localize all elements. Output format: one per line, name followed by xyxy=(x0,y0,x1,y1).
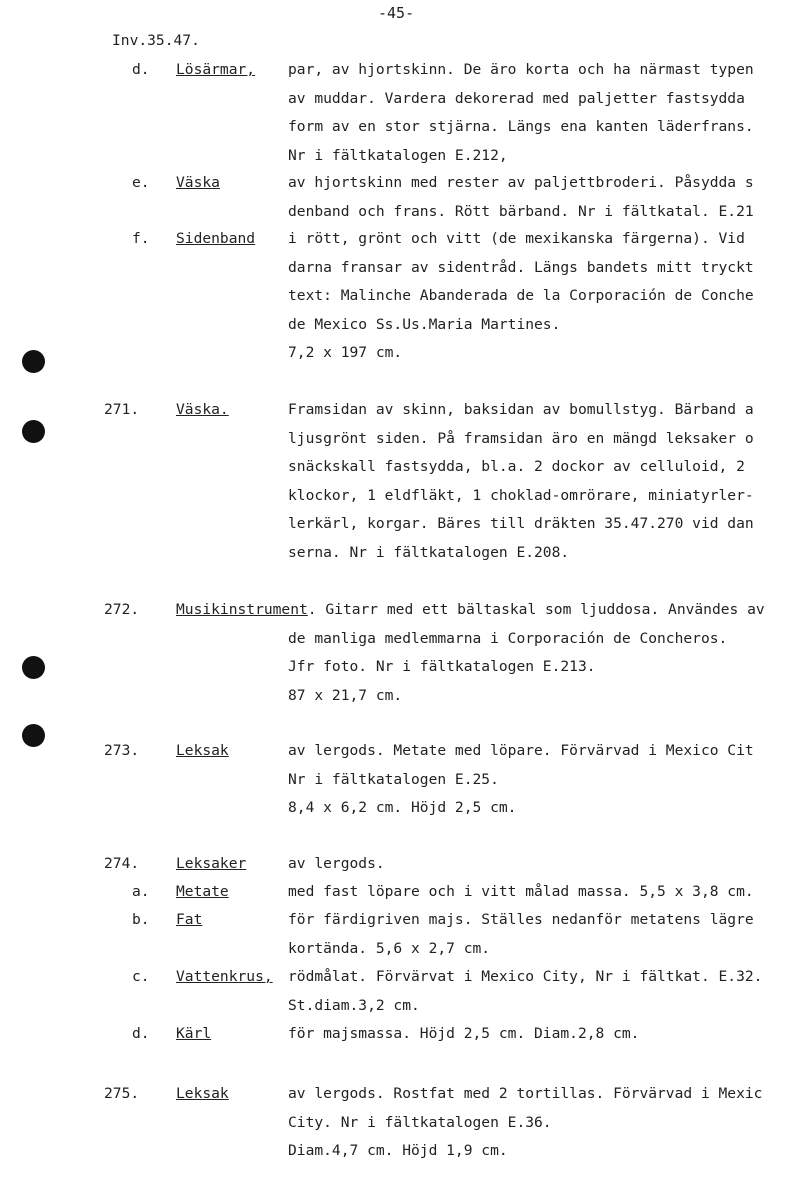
entry-term: Lösärmar, xyxy=(176,61,256,78)
entry-term: Leksak xyxy=(176,1085,229,1102)
description-line: av muddar. Vardera dekorerad med paljetter fastsydda xyxy=(288,89,745,107)
entry-code: e. xyxy=(132,174,150,191)
entry-description xyxy=(288,61,788,175)
description-line: av lergods. xyxy=(288,855,385,872)
description-line: form av en stor stjärna. Längs ena kanten läderfrans. xyxy=(288,118,754,135)
description-line: Diam.4,7 cm. Höjd 1,9 cm. xyxy=(288,1142,508,1159)
description-line: St.diam.3,2 cm. xyxy=(288,996,420,1014)
description-line: Nr i fältkatalogen E.212, xyxy=(288,146,508,164)
entry-term: Metate xyxy=(176,883,229,900)
entry-code: d. xyxy=(132,1025,150,1042)
entry-code: a. xyxy=(132,883,150,900)
entry-term: Sidenband xyxy=(176,230,256,247)
description-line: par, av hjortskinn. De äro korta och ha närmast typen xyxy=(288,61,754,78)
entry-term: Kärl xyxy=(176,1025,212,1042)
entry-description xyxy=(288,401,788,572)
entry-code: 271. xyxy=(104,401,140,418)
entry-code: b. xyxy=(132,911,150,928)
entry-description xyxy=(288,968,788,1025)
inventory-number: Inv.35.47. xyxy=(112,32,200,49)
binder-hole xyxy=(22,420,45,443)
description-line: med fast löpare och i vitt målad massa. 5,5 x 3,8 cm. xyxy=(288,883,754,900)
binder-hole xyxy=(22,350,45,373)
description-line: av lergods. Rostfat med 2 tortillas. Förvärvad i Mexic xyxy=(288,1085,763,1102)
entry-term: Leksaker xyxy=(176,855,247,872)
entry-description xyxy=(288,855,788,884)
description-line: denband och frans. Rött bärband. Nr i fältkatal. E.21 xyxy=(288,202,754,220)
entry-description xyxy=(288,174,788,231)
description-line: snäckskall fastsydda, bl.a. 2 dockor av celluloid, 2 xyxy=(288,458,745,475)
description-line: lerkärl, korgar. Bäres till dräkten 35.47.270 vid dan xyxy=(288,515,754,532)
description-line: 8,4 x 6,2 cm. Höjd 2,5 cm. xyxy=(288,799,517,816)
entry-term: Fat xyxy=(176,911,203,928)
description-line: ljusgrönt siden. På framsidan äro en mängd leksaker o xyxy=(288,429,754,447)
entry-term: Musikinstrument xyxy=(176,601,308,618)
description-line: City. Nr i fältkatalogen E.36. xyxy=(288,1113,552,1131)
entry-code: f. xyxy=(132,230,150,247)
description-line: serna. Nr i fältkatalogen E.208. xyxy=(288,543,570,561)
description-line: 87 x 21,7 cm. xyxy=(288,686,403,704)
entry-description xyxy=(288,742,788,828)
entry-code: d. xyxy=(132,61,150,78)
binder-hole xyxy=(22,656,45,679)
description-line: Nr i fältkatalogen E.25. xyxy=(288,770,499,788)
entry-first-line xyxy=(176,601,790,630)
entry-term: Väska. xyxy=(176,401,229,418)
description-line: Framsidan av skinn, baksidan av bomullstyg. Bärband a xyxy=(288,401,754,418)
description-line: av lergods. Metate med löpare. Förvärvad i Mexico Cit xyxy=(288,742,754,759)
entry-code: 273. xyxy=(104,742,140,759)
description-line: för majsmassa. Höjd 2,5 cm. Diam.2,8 cm. xyxy=(288,1025,640,1042)
entry-term: Leksak xyxy=(176,742,229,759)
description-line: klockor, 1 eldfläkt, 1 choklad-omrörare, miniatyrler- xyxy=(288,486,754,504)
entry-description xyxy=(288,911,788,968)
entry-term: Väska xyxy=(176,174,220,191)
entry-description xyxy=(288,883,788,912)
description-line: kortända. 5,6 x 2,7 cm. xyxy=(288,939,491,957)
description-line: de manliga medlemmarna i Corporación de Concheros. xyxy=(288,629,728,647)
description-line: rödmålat. Förvärvat i Mexico City, Nr i fältkat. E.32. xyxy=(288,968,763,985)
description-line: Musikinstrument. Gitarr med ett bältaskal som ljuddosa. Användes av xyxy=(176,601,765,618)
description-line: de Mexico Ss.Us.Maria Martines. xyxy=(288,315,561,333)
description-line: text: Malinche Abanderada de la Corporación de Conche xyxy=(288,287,754,304)
description-line: 7,2 x 197 cm. xyxy=(288,344,403,361)
entry-description xyxy=(288,230,788,373)
entry-code: 272. xyxy=(104,601,140,618)
entry-description xyxy=(288,1025,788,1054)
entry-description xyxy=(288,630,788,716)
description-line: av hjortskinn med rester av paljettbroderi. Påsydda s xyxy=(288,174,754,191)
entry-code: 274. xyxy=(104,855,140,872)
description-line: för färdigriven majs. Ställes nedanför metatens lägre xyxy=(288,911,754,928)
entry-description xyxy=(288,1085,788,1171)
entry-term: Vattenkrus, xyxy=(176,968,273,985)
binder-hole xyxy=(22,724,45,747)
description-line: darna fransar av sidentråd. Längs bandets mitt tryckt xyxy=(288,258,754,276)
entry-code: c. xyxy=(132,968,150,985)
description-line: i rött, grönt och vitt (de mexikanska färgerna). Vid xyxy=(288,230,745,247)
entry-code: 275. xyxy=(104,1085,140,1102)
description-line: Jfr foto. Nr i fältkatalogen E.213. xyxy=(288,658,596,675)
page-number: -45- xyxy=(378,4,415,22)
